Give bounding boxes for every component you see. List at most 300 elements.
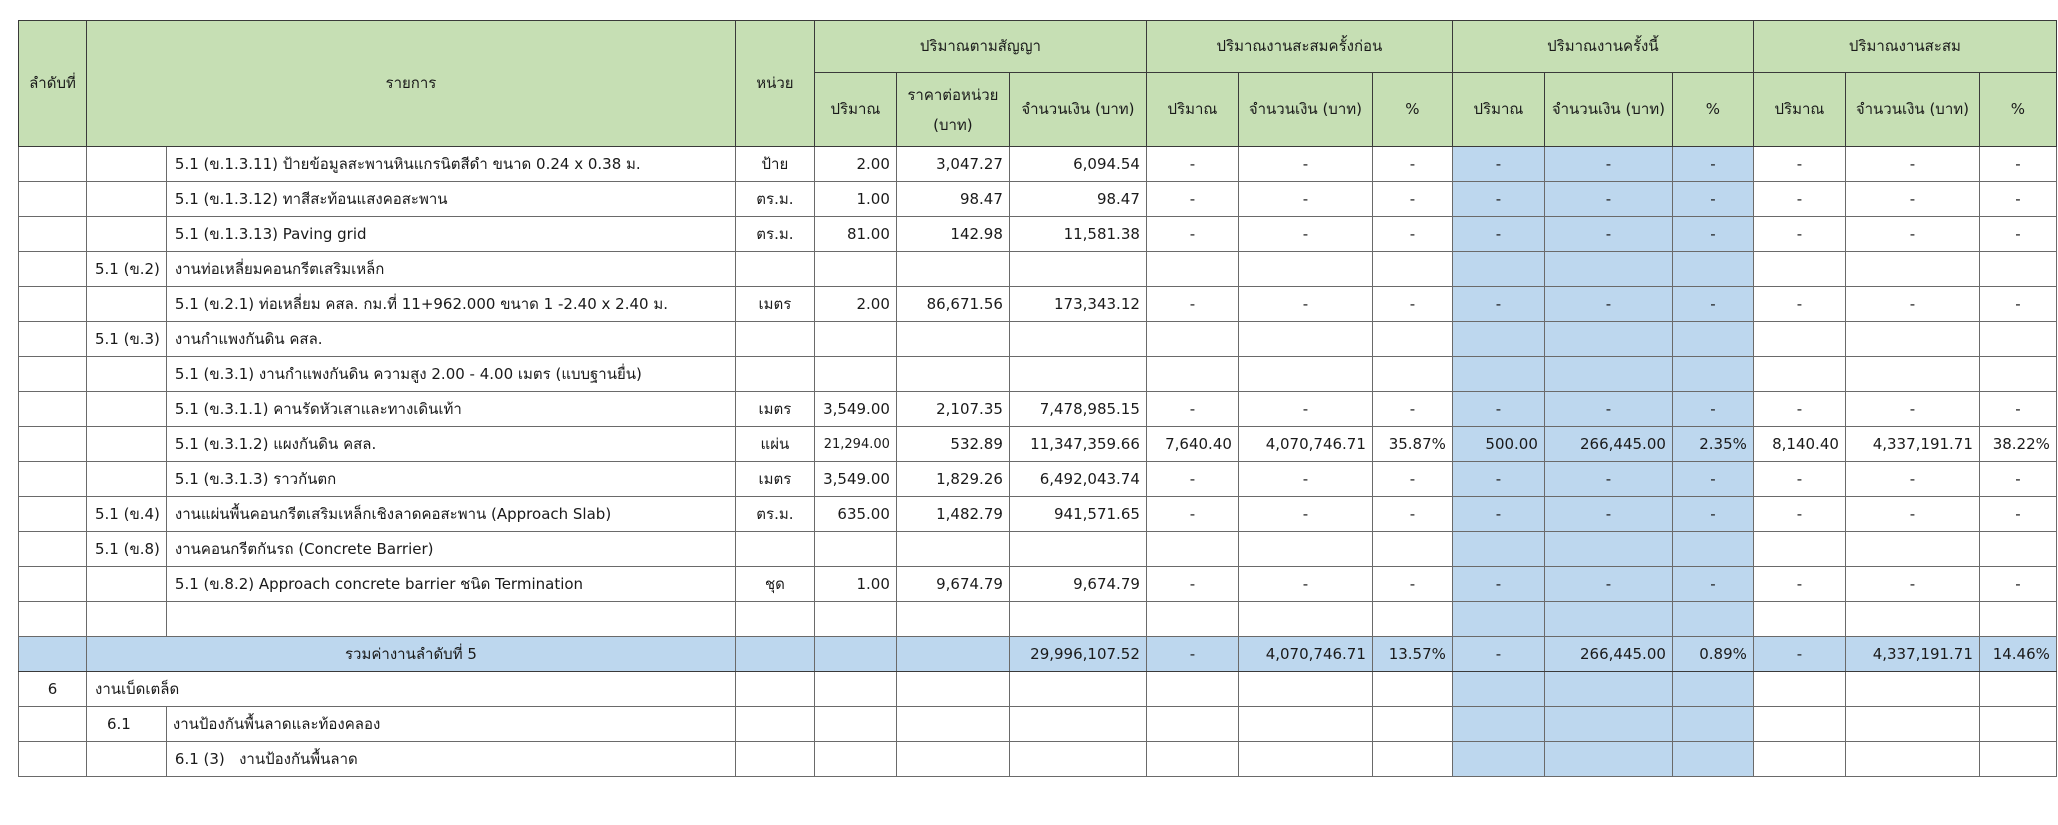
cell-prev-pct: 35.87% [1372, 427, 1452, 462]
cell-seq [19, 147, 87, 182]
cell-prev-amount [1238, 322, 1372, 357]
cell-cum-pct: - [1979, 217, 2056, 252]
cell-unit-price: 86,671.56 [896, 287, 1009, 322]
cell-cum-amount: - [1845, 462, 1979, 497]
cell-contract-qty: 2.00 [814, 287, 896, 322]
cell-code [87, 462, 167, 497]
header-unit: หน่วย [735, 21, 814, 147]
cell-prev-qty: - [1146, 567, 1238, 602]
cell-unit-price [896, 532, 1009, 567]
cell-cum-amount: - [1845, 567, 1979, 602]
total-cell-qty [814, 637, 896, 672]
cell-cur-pct [1672, 322, 1753, 357]
cell-unit-price: 98.47 [896, 182, 1009, 217]
cell-cur-qty: - [1452, 147, 1544, 182]
cell-cum-qty: - [1753, 217, 1845, 252]
cell-cur-pct: - [1672, 392, 1753, 427]
cell-seq [19, 287, 87, 322]
empty-cell [814, 707, 896, 742]
cell-cur-pct [1672, 532, 1753, 567]
cell-prev-amount: - [1238, 567, 1372, 602]
empty-cell [19, 742, 87, 777]
cell-contract-qty: 1.00 [814, 182, 896, 217]
cell-cur-qty [1452, 357, 1544, 392]
table-row [19, 392, 2057, 427]
cell-unit-price [896, 252, 1009, 287]
empty-cell [1845, 707, 1979, 742]
total-cell-seq [19, 637, 87, 672]
total-cell-price [896, 637, 1009, 672]
cell-cum-amount [1845, 322, 1979, 357]
cell-seq [19, 357, 87, 392]
cell-unit: ตร.ม. [735, 497, 814, 532]
empty-cell [1672, 742, 1753, 777]
cell-cum-pct: - [1979, 462, 2056, 497]
total-cur-qty: - [1452, 637, 1544, 672]
cell-prev-pct: - [1372, 567, 1452, 602]
table-header [19, 21, 2057, 147]
empty-cell [1009, 742, 1146, 777]
cell-cum-qty: - [1753, 147, 1845, 182]
total-cum-qty: - [1753, 637, 1845, 672]
cell-unit [735, 602, 814, 637]
cell-prev-pct: - [1372, 497, 1452, 532]
header-contract: ปริมาณตามสัญญา [814, 21, 1146, 73]
header-unit-price-l2: (บาท) [933, 115, 973, 134]
empty-cell [1845, 742, 1979, 777]
cell-code [87, 602, 167, 637]
total-row [19, 637, 2057, 672]
section6-1-3-code: 6.1 (3) [174, 749, 225, 768]
cell-cur-amount: - [1544, 147, 1672, 182]
empty-cell [814, 672, 896, 707]
cell-item: 5.1 (ข.1.3.13) Paving grid [166, 217, 735, 252]
table-body [19, 147, 2057, 637]
cell-cur-qty [1452, 322, 1544, 357]
cell-prev-pct: - [1372, 287, 1452, 322]
table-row [19, 497, 2057, 532]
empty-cell [1146, 707, 1238, 742]
empty-cell [896, 672, 1009, 707]
cell-contract-qty [814, 322, 896, 357]
total-cell-unit [735, 637, 814, 672]
cell-unit-price: 1,829.26 [896, 462, 1009, 497]
cell-unit: เมตร [735, 287, 814, 322]
cell-cum-qty: - [1753, 182, 1845, 217]
cell-contract-amount: 6,094.54 [1009, 147, 1146, 182]
empty-cell [735, 742, 814, 777]
cell-cum-pct: - [1979, 497, 2056, 532]
empty-cell [1672, 672, 1753, 707]
cell-contract-amount [1009, 357, 1146, 392]
header-unit-price-l1: ราคาต่อหน่วย [907, 85, 999, 104]
cell-cur-pct: - [1672, 182, 1753, 217]
cell-contract-qty: 21,294.00 [814, 427, 896, 462]
header-seq: ลำดับที่ [19, 21, 87, 147]
cell-code [87, 427, 167, 462]
cell-code [87, 357, 167, 392]
total-label: รวมค่างานลำดับที่ 5 [87, 637, 736, 672]
cell-cum-qty: - [1753, 392, 1845, 427]
cell-code [87, 567, 167, 602]
cell-contract-amount [1009, 322, 1146, 357]
cell-prev-amount: - [1238, 182, 1372, 217]
cell-prev-amount [1238, 532, 1372, 567]
empty-cell [1544, 672, 1672, 707]
section6-1-3-title [166, 742, 735, 777]
cell-contract-amount: 11,581.38 [1009, 217, 1146, 252]
cell-cur-qty: - [1452, 287, 1544, 322]
cell-seq [19, 252, 87, 287]
table-row [19, 427, 2057, 462]
total-cum-pct: 14.46% [1979, 637, 2056, 672]
header-contract-amount: จำนวนเงิน (บาท) [1009, 73, 1146, 147]
cell-contract-amount [1009, 602, 1146, 637]
cell-cum-qty: - [1753, 462, 1845, 497]
cell-cum-amount: 4,337,191.71 [1845, 427, 1979, 462]
cell-contract-qty: 3,549.00 [814, 392, 896, 427]
header-current: ปริมาณงานครั้งนี้ [1452, 21, 1753, 73]
cell-cur-amount: - [1544, 217, 1672, 252]
cell-cur-amount: - [1544, 182, 1672, 217]
empty-cell [1238, 707, 1372, 742]
cell-unit-price: 3,047.27 [896, 147, 1009, 182]
empty-cell [1979, 742, 2056, 777]
cell-cum-amount: - [1845, 497, 1979, 532]
cell-seq [19, 392, 87, 427]
cell-unit: แผ่น [735, 427, 814, 462]
cell-cum-qty: - [1753, 287, 1845, 322]
cell-cum-pct [1979, 357, 2056, 392]
empty-cell [1238, 742, 1372, 777]
header-contract-qty: ปริมาณ [814, 73, 896, 147]
cell-prev-amount [1238, 357, 1372, 392]
cell-cum-pct: - [1979, 392, 2056, 427]
empty-cell [1845, 672, 1979, 707]
cell-seq [19, 567, 87, 602]
cell-unit [735, 357, 814, 392]
cell-cum-pct: - [1979, 287, 2056, 322]
cell-prev-amount: - [1238, 147, 1372, 182]
cell-code: 5.1 (ข.2) [87, 252, 167, 287]
cell-cur-pct [1672, 252, 1753, 287]
cell-prev-amount: - [1238, 392, 1372, 427]
cell-prev-pct [1372, 532, 1452, 567]
cell-prev-pct: - [1372, 392, 1452, 427]
empty-cell [1009, 672, 1146, 707]
cell-cum-amount [1845, 252, 1979, 287]
cell-cum-amount: - [1845, 217, 1979, 252]
cell-cur-qty: - [1452, 497, 1544, 532]
total-cur-pct: 0.89% [1672, 637, 1753, 672]
header-cur-pct: % [1672, 73, 1753, 147]
cell-item: งานแผ่นพื้นคอนกรีตเสริมเหล็กเชิงลาดคอสะพาน (Approach Slab) [166, 497, 735, 532]
cell-prev-pct [1372, 322, 1452, 357]
cell-cur-amount [1544, 357, 1672, 392]
cell-cum-amount [1845, 357, 1979, 392]
cell-cur-amount: - [1544, 497, 1672, 532]
cell-unit [735, 322, 814, 357]
cell-contract-qty [814, 532, 896, 567]
cell-cur-qty [1452, 602, 1544, 637]
cell-code [87, 392, 167, 427]
cell-cum-amount: - [1845, 147, 1979, 182]
cell-cur-pct: - [1672, 147, 1753, 182]
cell-prev-qty [1146, 602, 1238, 637]
cell-cur-qty: - [1452, 217, 1544, 252]
cell-cur-amount [1544, 322, 1672, 357]
cell-cur-amount [1544, 602, 1672, 637]
cell-unit: ตร.ม. [735, 182, 814, 217]
section6-row [19, 672, 2057, 707]
cell-contract-qty: 3,549.00 [814, 462, 896, 497]
empty-cell [1009, 707, 1146, 742]
empty-cell [1146, 672, 1238, 707]
cell-cur-amount [1544, 532, 1672, 567]
cell-unit: ป้าย [735, 147, 814, 182]
empty-cell [1452, 742, 1544, 777]
cell-prev-qty [1146, 532, 1238, 567]
section6-1-title: งานป้องกันพื้นลาดและท้องคลอง [166, 707, 735, 742]
cell-prev-qty [1146, 322, 1238, 357]
cell-unit-price [896, 357, 1009, 392]
header-prev-amount: จำนวนเงิน (บาท) [1238, 73, 1372, 147]
cell-unit: เมตร [735, 392, 814, 427]
cell-cum-amount: - [1845, 392, 1979, 427]
cell-item: 5.1 (ข.3.1.2) แผงกันดิน คสล. [166, 427, 735, 462]
empty-cell [1753, 707, 1845, 742]
cell-seq [19, 532, 87, 567]
empty-cell [19, 707, 87, 742]
empty-cell [1979, 707, 2056, 742]
cell-unit-price [896, 322, 1009, 357]
cell-cum-amount: - [1845, 182, 1979, 217]
cell-prev-qty: - [1146, 217, 1238, 252]
cell-prev-qty: - [1146, 147, 1238, 182]
cell-code [87, 182, 167, 217]
cell-unit: ตร.ม. [735, 217, 814, 252]
cell-cum-qty: - [1753, 497, 1845, 532]
cell-item: งานท่อเหลี่ยมคอนกรีตเสริมเหล็ก [166, 252, 735, 287]
cell-contract-amount: 9,674.79 [1009, 567, 1146, 602]
header-cum-pct: % [1979, 73, 2056, 147]
cell-contract-amount: 6,492,043.74 [1009, 462, 1146, 497]
section6-1-3-label: งานป้องกันพื้นลาด [239, 749, 358, 768]
empty-cell [1238, 672, 1372, 707]
section6-1-row [19, 707, 2057, 742]
table-row [19, 322, 2057, 357]
cell-prev-qty: - [1146, 462, 1238, 497]
cell-prev-pct [1372, 252, 1452, 287]
empty-cell [1452, 672, 1544, 707]
cell-prev-amount: - [1238, 462, 1372, 497]
empty-cell [1372, 707, 1452, 742]
cell-cur-amount: - [1544, 567, 1672, 602]
cell-cum-qty [1753, 252, 1845, 287]
table-row [19, 217, 2057, 252]
header-cumulative: ปริมาณงานสะสม [1753, 21, 2056, 73]
cell-cum-pct: - [1979, 182, 2056, 217]
cell-unit-price: 142.98 [896, 217, 1009, 252]
cell-seq [19, 217, 87, 252]
header-cur-qty: ปริมาณ [1452, 73, 1544, 147]
header-cum-amount: จำนวนเงิน (บาท) [1845, 73, 1979, 147]
cell-contract-qty [814, 357, 896, 392]
cell-cum-qty: 8,140.40 [1753, 427, 1845, 462]
cell-prev-amount [1238, 252, 1372, 287]
header-cum-qty: ปริมาณ [1753, 73, 1845, 147]
cell-cum-qty [1753, 322, 1845, 357]
total-amount: 29,996,107.52 [1009, 637, 1146, 672]
cell-contract-amount [1009, 252, 1146, 287]
cell-unit-price: 532.89 [896, 427, 1009, 462]
empty-cell [814, 742, 896, 777]
cell-contract-amount: 11,347,359.66 [1009, 427, 1146, 462]
cell-item: 5.1 (ข.3.1.1) คานรัดหัวเสาและทางเดินเท้า [166, 392, 735, 427]
cell-cum-pct [1979, 322, 2056, 357]
header-prev-pct: % [1372, 73, 1452, 147]
cell-cur-amount: - [1544, 392, 1672, 427]
cell-contract-qty [814, 252, 896, 287]
cell-seq [19, 497, 87, 532]
empty-cell [735, 672, 814, 707]
cell-prev-qty: - [1146, 287, 1238, 322]
cell-contract-amount: 98.47 [1009, 182, 1146, 217]
header-item: รายการ [87, 21, 736, 147]
cell-prev-amount: - [1238, 287, 1372, 322]
cell-cum-pct [1979, 602, 2056, 637]
section6-1-3-row [19, 742, 2057, 777]
cell-item: 5.1 (ข.1.3.12) ทาสีสะท้อนแสงคอสะพาน [166, 182, 735, 217]
empty-cell [1672, 707, 1753, 742]
cell-prev-pct [1372, 602, 1452, 637]
empty-cell [1372, 742, 1452, 777]
table-row [19, 147, 2057, 182]
cell-cur-qty [1452, 252, 1544, 287]
cell-seq [19, 602, 87, 637]
cell-unit-price: 9,674.79 [896, 567, 1009, 602]
cell-cur-qty: - [1452, 182, 1544, 217]
cell-cur-qty [1452, 532, 1544, 567]
cell-cur-qty: - [1452, 462, 1544, 497]
table-row [19, 602, 2057, 637]
cell-prev-pct: - [1372, 147, 1452, 182]
cell-item: 5.1 (ข.3.1) งานกำแพงกันดิน ความสูง 2.00 - 4.00 เมตร (แบบฐานยื่น) [166, 357, 735, 392]
table-row [19, 532, 2057, 567]
cell-prev-qty [1146, 357, 1238, 392]
cell-cum-qty [1753, 357, 1845, 392]
header-previous: ปริมาณงานสะสมครั้งก่อน [1146, 21, 1452, 73]
cell-cur-pct [1672, 602, 1753, 637]
cell-cur-amount [1544, 252, 1672, 287]
total-prev-pct: 13.57% [1372, 637, 1452, 672]
cell-code [87, 147, 167, 182]
table-row [19, 357, 2057, 392]
cell-item: งานกำแพงกันดิน คสล. [166, 322, 735, 357]
cell-item: 5.1 (ข.8.2) Approach concrete barrier ชนิด Termination [166, 567, 735, 602]
cell-cur-qty: - [1452, 567, 1544, 602]
cell-code: 5.1 (ข.4) [87, 497, 167, 532]
cell-cur-pct: - [1672, 462, 1753, 497]
cell-cum-amount [1845, 602, 1979, 637]
section6-1-code: 6.1 [87, 707, 167, 742]
empty-cell [1372, 672, 1452, 707]
cell-cum-qty [1753, 532, 1845, 567]
section6-title: งานเบ็ดเตล็ด [87, 672, 736, 707]
cell-item: 5.1 (ข.2.1) ท่อเหลี่ยม คสล. กม.ที่ 11+962.000 ขนาด 1 -2.40 x 2.40 ม. [166, 287, 735, 322]
cell-cur-pct [1672, 357, 1753, 392]
table-row [19, 462, 2057, 497]
cell-seq [19, 427, 87, 462]
header-prev-qty: ปริมาณ [1146, 73, 1238, 147]
cell-unit-price [896, 602, 1009, 637]
cell-cur-pct: - [1672, 497, 1753, 532]
empty-cell [1146, 742, 1238, 777]
progress-table [18, 20, 2057, 777]
empty-cell [1753, 672, 1845, 707]
total-prev-qty: - [1146, 637, 1238, 672]
cell-item: 5.1 (ข.3.1.3) ราวกันตก [166, 462, 735, 497]
cell-cum-pct: - [1979, 147, 2056, 182]
cell-cur-qty: 500.00 [1452, 427, 1544, 462]
cell-cur-pct: - [1672, 567, 1753, 602]
cell-cum-qty [1753, 602, 1845, 637]
cell-cum-amount [1845, 532, 1979, 567]
table-row [19, 287, 2057, 322]
cell-prev-qty: - [1146, 182, 1238, 217]
cell-contract-qty: 635.00 [814, 497, 896, 532]
cell-cur-pct: 2.35% [1672, 427, 1753, 462]
total-cum-amount: 4,337,191.71 [1845, 637, 1979, 672]
cell-prev-pct: - [1372, 462, 1452, 497]
cell-prev-qty: 7,640.40 [1146, 427, 1238, 462]
cell-cur-amount: - [1544, 287, 1672, 322]
cell-code [87, 287, 167, 322]
cell-cum-pct: 38.22% [1979, 427, 2056, 462]
cell-seq [19, 182, 87, 217]
cell-contract-amount [1009, 532, 1146, 567]
empty-cell [1979, 672, 2056, 707]
empty-cell [87, 742, 167, 777]
cell-prev-amount: - [1238, 217, 1372, 252]
cell-cur-pct: - [1672, 217, 1753, 252]
cell-code: 5.1 (ข.3) [87, 322, 167, 357]
cell-code: 5.1 (ข.8) [87, 532, 167, 567]
header-unit-price [896, 73, 1009, 147]
total-prev-amount: 4,070,746.71 [1238, 637, 1372, 672]
cell-code [87, 217, 167, 252]
cell-cum-pct [1979, 532, 2056, 567]
cell-prev-amount: 4,070,746.71 [1238, 427, 1372, 462]
cell-unit [735, 532, 814, 567]
cell-contract-qty [814, 602, 896, 637]
cell-contract-qty: 81.00 [814, 217, 896, 252]
cell-prev-qty: - [1146, 392, 1238, 427]
cell-contract-qty: 1.00 [814, 567, 896, 602]
cell-cur-amount: - [1544, 462, 1672, 497]
cell-prev-qty [1146, 252, 1238, 287]
cell-prev-pct: - [1372, 182, 1452, 217]
table-row [19, 567, 2057, 602]
cell-seq [19, 322, 87, 357]
cell-item [166, 602, 735, 637]
cell-prev-amount: - [1238, 497, 1372, 532]
cell-cur-qty: - [1452, 392, 1544, 427]
empty-cell [1452, 707, 1544, 742]
cell-prev-amount [1238, 602, 1372, 637]
empty-cell [1544, 707, 1672, 742]
cell-unit-price: 1,482.79 [896, 497, 1009, 532]
